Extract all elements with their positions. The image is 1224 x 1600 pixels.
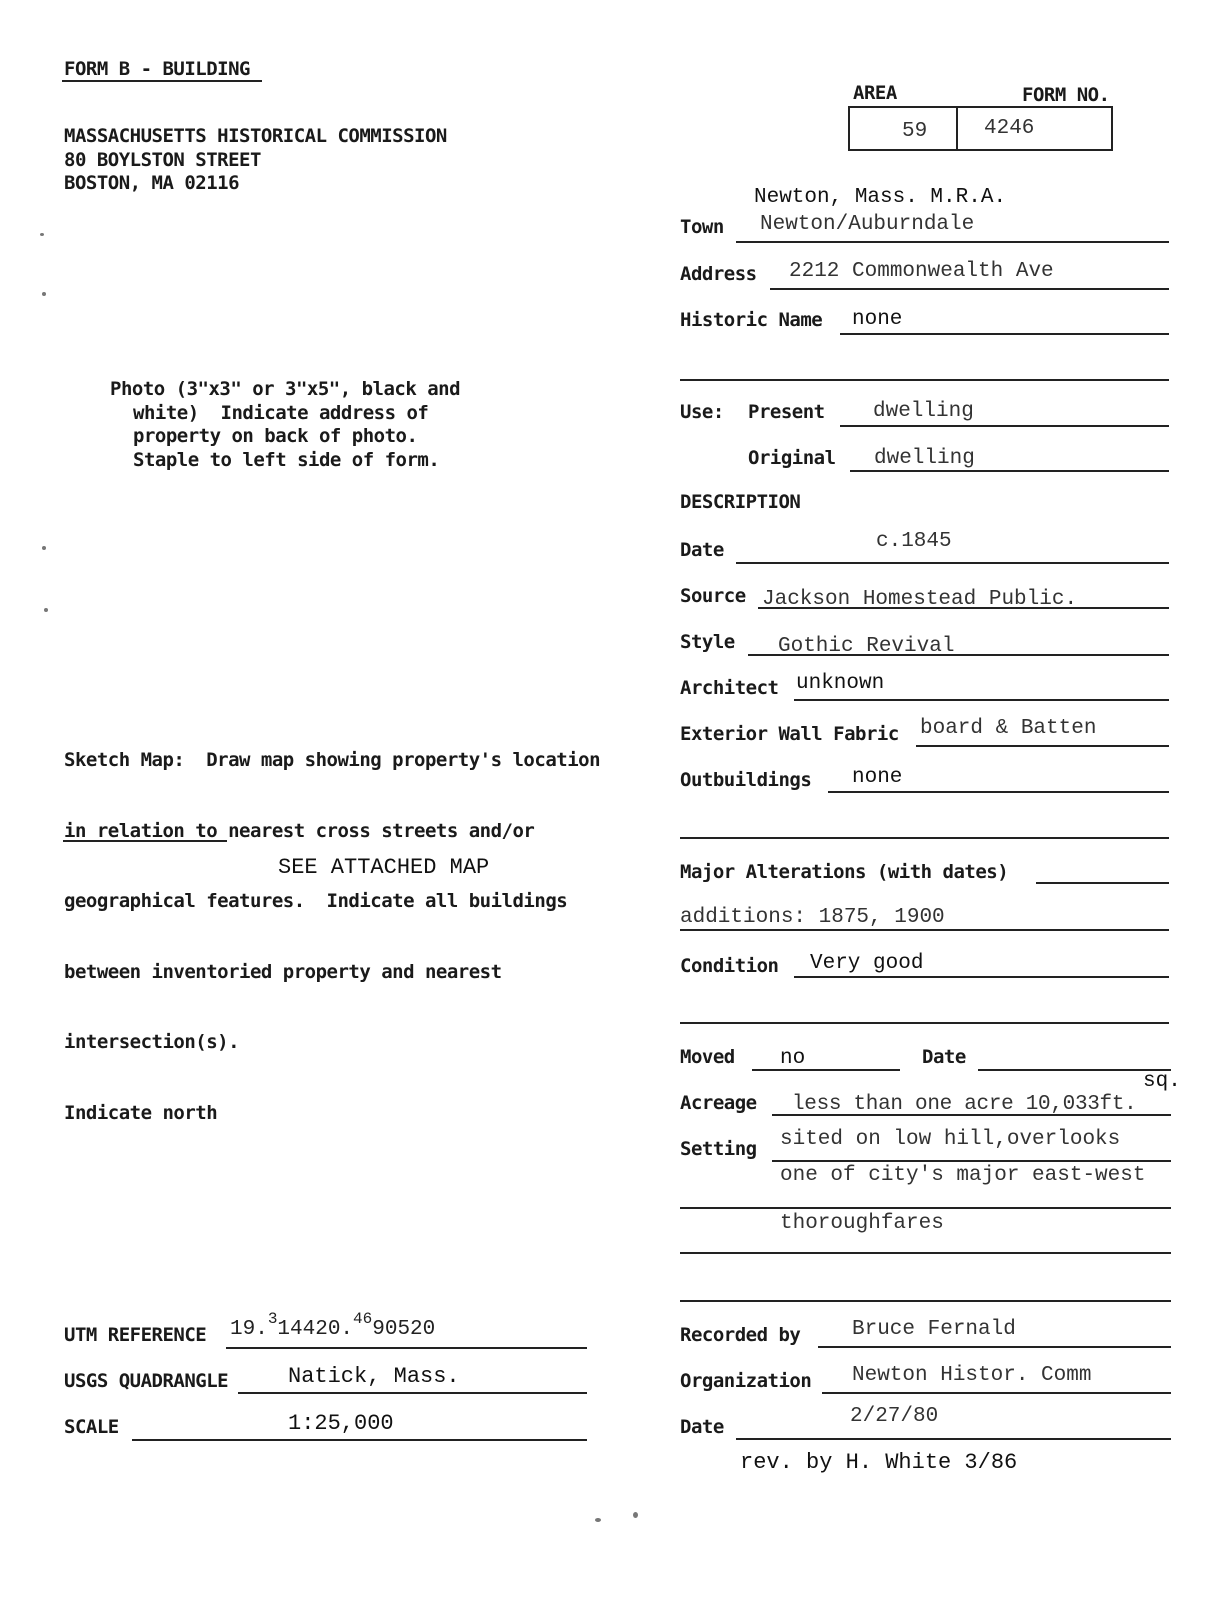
utm-value <box>230 1310 436 1341</box>
town-value: Newton/Auburndale <box>760 213 975 236</box>
survey-heading: Newton, Mass. M.R.A. <box>754 186 1007 209</box>
acreage-line <box>772 1114 1171 1116</box>
acreage-sq: sq. <box>1143 1070 1181 1093</box>
scan-speck <box>595 1518 601 1522</box>
commission-city: BOSTON, MA 02116 <box>64 172 240 194</box>
style-line <box>748 654 1169 656</box>
organization-label: Organization <box>680 1370 812 1392</box>
outbuildings-label: Outbuildings <box>680 769 812 791</box>
source-label: Source <box>680 585 746 607</box>
style-value: Gothic Revival <box>778 635 955 658</box>
acreage-value: less than one acre 10,033ft. <box>792 1093 1137 1116</box>
setting-line-1: sited on low hill,overlooks <box>780 1128 1121 1151</box>
recorded-by-label: Recorded by <box>680 1324 801 1346</box>
sketch-instr-line-2: in relation to nearest cross streets and/or <box>64 819 535 842</box>
record-date-label: Date <box>680 1416 724 1438</box>
scan-speck <box>40 233 44 236</box>
setting-rule-2 <box>680 1207 1171 1209</box>
form-title-underline <box>62 80 262 82</box>
use-label: Use: <box>680 401 724 423</box>
present-label: Present <box>748 401 825 423</box>
historic-name-line <box>840 333 1169 335</box>
address-value: 2212 Commonwealth Ave <box>789 260 1054 283</box>
commission-name: MASSACHUSETTS HISTORICAL COMMISSION <box>64 125 447 147</box>
photo-instr-line-1: Photo (3"x3" or 3"x5", black and <box>110 378 461 400</box>
setting-label: Setting <box>680 1138 757 1160</box>
photo-instr-line-2: white) Indicate address of <box>133 401 429 424</box>
recorded-by-value: Bruce Fernald <box>852 1318 1016 1341</box>
commission-address <box>64 125 447 196</box>
wall-fabric-label: Exterior Wall Fabric <box>680 723 899 745</box>
moved-line <box>752 1069 900 1071</box>
area-value: 59 <box>902 120 928 143</box>
blank-line-4 <box>680 1300 1171 1302</box>
blank-line-2 <box>680 837 1169 839</box>
moved-label: Moved <box>680 1046 735 1068</box>
architect-label: Architect <box>680 677 779 699</box>
revision-note: rev. by H. White 3/86 <box>740 1450 1018 1475</box>
date-label: Date <box>680 539 724 561</box>
utm-northing: 90520 <box>372 1318 436 1341</box>
historic-name-label: Historic Name <box>680 309 823 331</box>
record-date-line <box>736 1438 1171 1440</box>
sketch-instr-line-3: geographical features. Indicate all buildings <box>64 890 568 912</box>
original-value: dwelling <box>874 447 975 470</box>
present-value: dwelling <box>873 400 974 423</box>
condition-line <box>794 976 1169 978</box>
form-no-label: FORM NO. <box>1022 84 1110 106</box>
town-label: Town <box>680 216 724 238</box>
utm-zone: 19. <box>230 1318 268 1341</box>
sketch-instructions <box>64 702 600 1149</box>
area-form-box <box>848 106 1113 151</box>
wall-fabric-line <box>916 745 1169 747</box>
utm-easting-prefix: 3 <box>267 1310 278 1328</box>
utm-label: UTM REFERENCE <box>64 1324 207 1346</box>
area-box-divider <box>956 108 958 149</box>
sketch-instr-line-1: Sketch Map: Draw map showing property's location <box>64 749 601 771</box>
indicate-north: Indicate north <box>64 1101 218 1124</box>
record-date-value: 2/27/80 <box>850 1405 939 1428</box>
condition-value: Very good <box>810 952 924 975</box>
setting-line-3: thoroughfares <box>780 1212 944 1235</box>
see-attached-map: SEE ATTACHED MAP <box>278 855 490 880</box>
wall-fabric-value: board & Batten <box>920 717 1097 740</box>
usgs-label: USGS QUADRANGLE <box>64 1370 229 1392</box>
form-title: FORM B - BUILDING <box>64 58 250 80</box>
acreage-label: Acreage <box>680 1092 757 1114</box>
style-label: Style <box>680 631 735 653</box>
present-line <box>840 425 1169 427</box>
setting-line-2: one of city's major east-west <box>780 1164 1146 1187</box>
usgs-line <box>238 1392 587 1394</box>
date-line <box>736 562 1169 564</box>
condition-label: Condition <box>680 955 779 977</box>
scan-speck <box>42 292 46 296</box>
description-heading: DESCRIPTION <box>680 491 801 513</box>
form-no-value: 4246 <box>984 117 1035 140</box>
historic-name-value: none <box>852 308 903 331</box>
alterations-label: Major Alterations (with dates) <box>680 861 1009 883</box>
outbuildings-value: none <box>852 766 903 789</box>
outbuildings-line <box>828 791 1169 793</box>
scan-speck <box>633 1512 638 1518</box>
address-label: Address <box>680 263 757 285</box>
original-label: Original <box>748 447 836 469</box>
organization-line <box>822 1392 1171 1394</box>
town-line <box>736 241 1169 243</box>
area-label: AREA <box>853 82 897 104</box>
scan-speck <box>44 608 48 612</box>
source-value: Jackson Homestead Public. <box>762 588 1078 611</box>
usgs-value: Natick, Mass. <box>288 1364 460 1389</box>
sketch-instr-line-4: between inventoried property and nearest <box>64 960 502 983</box>
utm-northing-prefix: 46 <box>353 1310 373 1328</box>
recorded-by-line <box>818 1346 1171 1348</box>
alterations-label-line <box>1036 882 1169 884</box>
setting-rule-1 <box>772 1160 1171 1162</box>
source-line <box>758 607 1169 609</box>
scale-label: SCALE <box>64 1416 119 1438</box>
setting-rule-3 <box>680 1252 1171 1254</box>
photo-instr-line-4: Staple to left side of form. <box>133 448 440 471</box>
architect-value: unknown <box>796 672 885 695</box>
sketch-instr-line-5: intersection(s). <box>64 1031 240 1053</box>
original-line <box>850 470 1169 472</box>
moved-value: no <box>780 1047 806 1070</box>
photo-instr-line-3: property on back of photo. <box>133 425 418 447</box>
organization-value: Newton Histor. Comm <box>852 1364 1092 1387</box>
architect-line <box>794 699 1169 701</box>
utm-easting: 14420. <box>277 1318 354 1341</box>
photo-instructions <box>110 378 460 472</box>
commission-street: 80 BOYLSTON STREET <box>64 148 261 171</box>
scale-value: 1:25,000 <box>288 1411 394 1436</box>
indicate-north-underline <box>63 840 227 842</box>
scan-speck <box>42 546 46 550</box>
scale-line <box>132 1439 587 1441</box>
blank-line-3 <box>680 1022 1169 1024</box>
alterations-value: additions: 1875, 1900 <box>680 906 945 929</box>
alterations-line <box>680 929 1169 931</box>
address-line <box>770 288 1169 290</box>
utm-line <box>226 1347 587 1349</box>
date-value: c.1845 <box>876 530 952 553</box>
blank-line-1 <box>680 379 1169 381</box>
moved-date-label: Date <box>922 1046 966 1068</box>
